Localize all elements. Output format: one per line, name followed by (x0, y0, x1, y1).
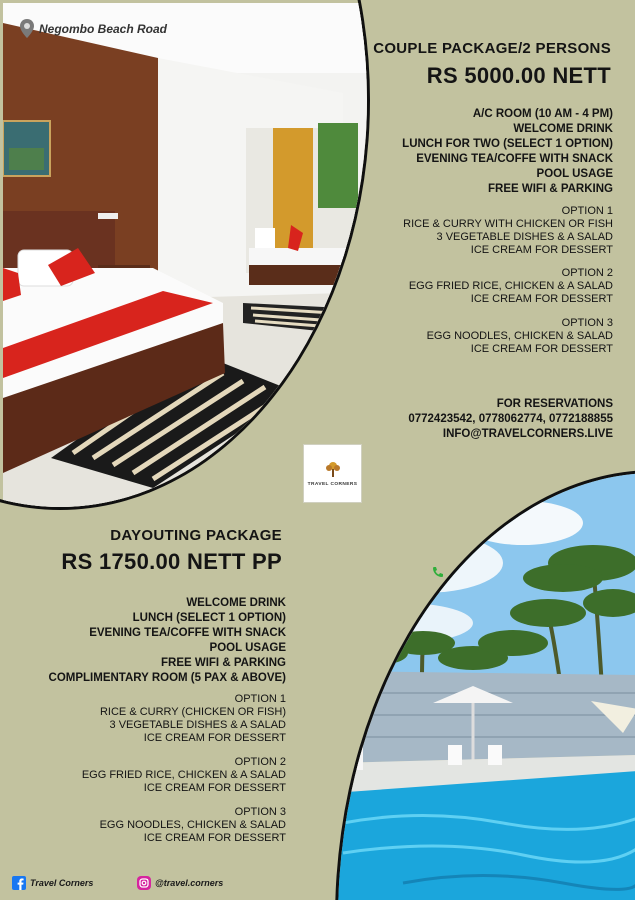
option-line: ICE CREAM FOR DESSERT (143, 732, 286, 744)
tree-icon (324, 461, 342, 477)
instagram-label: @travel.corners (155, 878, 224, 888)
amenity-item: EVENING TEA/COFFE WITH SNACK (89, 627, 286, 639)
amenity-item: COMPLIMENTARY ROOM (5 PAX & ABOVE) (48, 672, 286, 684)
option-label: OPTION 3 (561, 317, 613, 329)
couple-package-title: COUPLE PACKAGE/2 PERSONS (373, 40, 611, 57)
logo-brand-text: TRAVEL CORNERS (307, 481, 358, 487)
dayouting-package-title: DAYOUTING PACKAGE (110, 527, 282, 544)
couple-option-1 (403, 205, 613, 257)
option-line: RICE & CURRY (CHICKEN OR FISH) (99, 706, 286, 718)
pool-photo (335, 470, 635, 900)
option-line: ICE CREAM FOR DESSERT (470, 244, 613, 256)
option-line: ICE CREAM FOR DESSERT (143, 782, 286, 794)
couple-amenities (402, 107, 613, 197)
amenity-item: WELCOME DRINK (513, 123, 613, 135)
amenity-item: EVENING TEA/COFFE WITH SNACK (416, 153, 613, 165)
couple-option-2 (409, 267, 613, 306)
facebook-link[interactable] (12, 876, 93, 890)
amenity-item: A/C ROOM (10 AM - 4 PM) (472, 108, 613, 120)
option-label: OPTION 2 (561, 267, 613, 279)
amenity-item: FREE WIFI & PARKING (160, 657, 286, 669)
amenity-item: FREE WIFI & PARKING (487, 183, 613, 195)
option-label: OPTION 1 (561, 205, 613, 217)
option-line: ICE CREAM FOR DESSERT (470, 293, 613, 305)
reservations-heading: FOR RESERVATIONS (496, 398, 613, 410)
option-label: OPTION 1 (234, 693, 286, 705)
bedroom-photo (0, 0, 370, 510)
amenity-item: LUNCH FOR TWO (SELECT 1 OPTION) (402, 138, 613, 150)
option-line: RICE & CURRY WITH CHICKEN OR FISH (403, 218, 613, 230)
instagram-icon (137, 876, 151, 890)
option-line: 3 VEGETABLE DISHES & A SALAD (436, 231, 613, 243)
couple-option-3 (427, 317, 613, 356)
dayouting-option-3 (100, 806, 286, 845)
amenity-item: LUNCH (SELECT 1 OPTION) (132, 612, 286, 624)
couple-package-price: RS 5000.00 NETT (426, 63, 611, 88)
option-label: OPTION 3 (234, 806, 286, 818)
option-line: ICE CREAM FOR DESSERT (143, 832, 286, 844)
facebook-icon (12, 876, 26, 890)
facebook-label: Travel Corners (30, 878, 94, 888)
dayouting-option-1 (100, 693, 286, 745)
travel-corners-logo (303, 444, 362, 503)
option-label: OPTION 2 (234, 756, 286, 768)
reservations-email[interactable]: INFO@TRAVELCORNERS.LIVE (442, 428, 613, 440)
option-line: EGG FRIED RICE, CHICKEN & A SALAD (408, 280, 613, 292)
location-label (20, 19, 167, 38)
dayouting-option-2 (82, 756, 286, 795)
option-line: 3 VEGETABLE DISHES & A SALAD (109, 719, 286, 731)
reservations-phones[interactable]: 0772423542, 0778062774, 0772188855 (408, 413, 613, 425)
dayouting-amenities (49, 596, 286, 686)
amenity-item: WELCOME DRINK (186, 597, 286, 609)
option-line: ICE CREAM FOR DESSERT (470, 343, 613, 355)
reservations-block (408, 397, 613, 442)
amenity-item: POOL USAGE (536, 168, 613, 180)
option-line: EGG NOODLES, CHICKEN & SALAD (426, 330, 613, 342)
location-pin-icon (20, 19, 34, 38)
location-text: Negombo Beach Road (39, 21, 168, 36)
phone-icon (432, 566, 444, 578)
amenity-item: POOL USAGE (209, 642, 286, 654)
dayouting-package-price: RS 1750.00 NETT PP (61, 549, 282, 574)
option-line: EGG NOODLES, CHICKEN & SALAD (99, 819, 286, 831)
option-line: EGG FRIED RICE, CHICKEN & A SALAD (81, 769, 286, 781)
instagram-link[interactable] (137, 876, 223, 890)
